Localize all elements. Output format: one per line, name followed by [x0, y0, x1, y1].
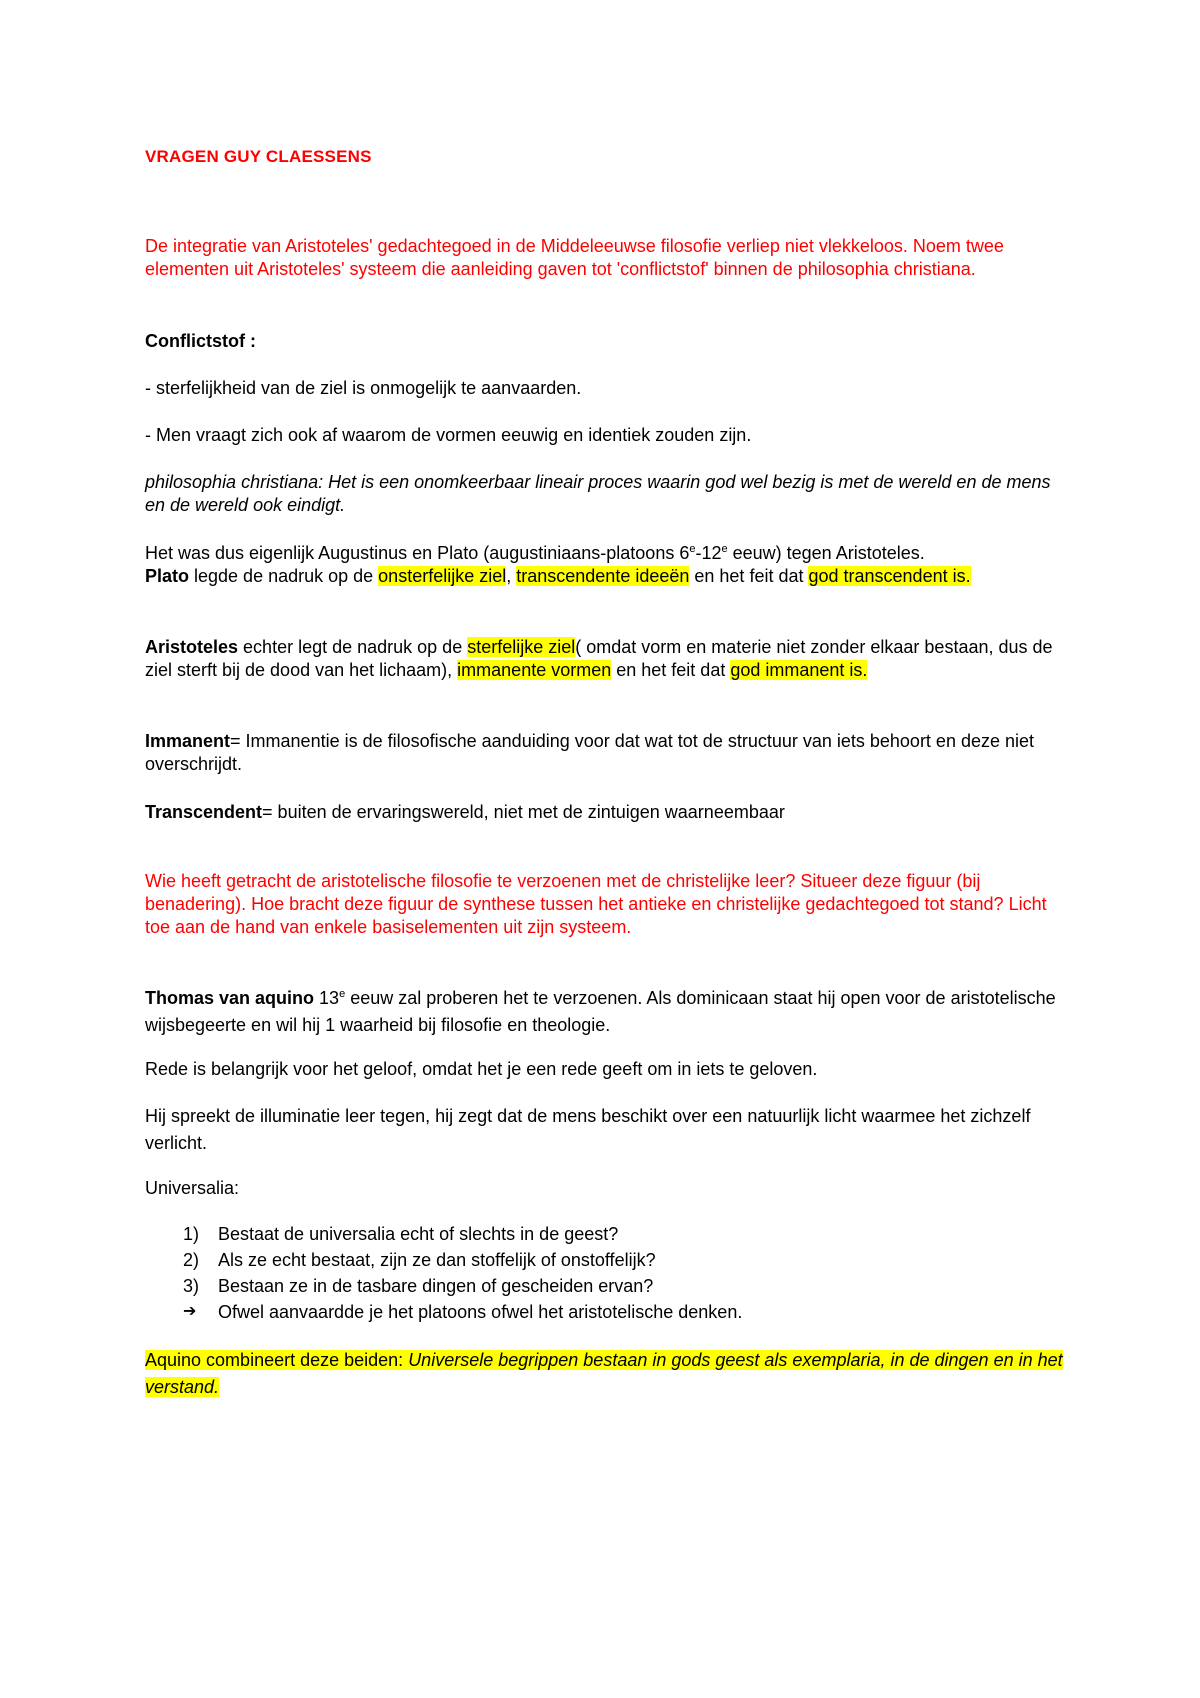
universalia-item-number: 1) [183, 1224, 200, 1244]
universalia-list [145, 1221, 1065, 1325]
aristoteles-text-a: echter legt de nadruk op de [238, 637, 468, 657]
thomas-name: Thomas van aquino [145, 988, 315, 1008]
augustinus-text-b: -12 [695, 543, 722, 563]
universalia-items [145, 1221, 1065, 1299]
aristoteles-highlight-1: sterfelijke ziel [467, 637, 576, 657]
transcendent-term: Transcendent [145, 802, 263, 822]
universalia-item-text: Bestaan ze in de tasbare dingen of gescheiden ervan? [218, 1276, 654, 1296]
universalia-item-number: 2) [183, 1250, 200, 1270]
conflict-heading-text: Conflictstof : [145, 331, 256, 351]
universalia-heading: Universalia: [145, 1178, 240, 1198]
conflict-bullet-1: - sterfelijkheid van de ziel is onmogelijk te aanvaarden. [145, 378, 582, 398]
augustinus-text-c: eeuw) tegen Aristoteles. [727, 543, 925, 563]
document-title: VRAGEN GUY CLAESSENS [145, 147, 372, 166]
thomas-sup: e [339, 988, 346, 1000]
universalia-item [145, 1273, 1065, 1299]
augustinus-text-a: Het was dus eigenlijk Augustinus en Plato (augustiniaans-platoons 6 [145, 543, 690, 563]
conflict-bullet-2: - Men vraagt zich ook af waarom de vormen eeuwig en identiek zouden zijn. [145, 425, 752, 445]
plato-highlight-3: god transcendent is. [808, 566, 971, 586]
aristoteles-name: Aristoteles [145, 637, 239, 657]
aristoteles-highlight-3: god immanent is. [730, 660, 868, 680]
philosophia-text: philosophia christiana: Het is een onomkeerbaar lineair proces waarin god wel bezig is met de wereld en de mens en de wereld ook eindigt. [145, 472, 1051, 515]
plato-name: Plato [145, 566, 190, 586]
aristoteles-text-b: ( omdat vorm en materie niet zonder elkaar bestaan, dus de ziel sterft bij de dood van het lichaam), [145, 637, 1053, 680]
immanent-def: = Immanentie is de filosofische aanduiding voor dat wat tot de structuur van iets behoort en deze niet overschrijdt. [145, 731, 1035, 774]
plato-text-b: , [506, 566, 517, 586]
illuminatie-paragraph: Hij spreekt de illuminatie leer tegen, hij zegt dat de mens beschikt over een natuurlijk licht waarmee het zichzelf verlicht. [145, 1106, 1031, 1153]
philosophia-definition [145, 471, 1065, 517]
augustinus-sup-1: e [689, 543, 696, 555]
plato-text-c: en het feit dat [689, 566, 809, 586]
plato-text-a: legde de nadruk op de [189, 566, 379, 586]
universalia-conclusion [145, 1299, 1065, 1325]
arrow-right-icon: ➔ [183, 1303, 197, 1320]
plato-highlight-1: onsterfelijke ziel [378, 566, 507, 586]
augustinus-sup-2: e [721, 543, 728, 555]
immanent-definition [145, 730, 1065, 776]
thomas-text-a: 13 [314, 988, 340, 1008]
universalia-conclusion-text: Ofwel aanvaardde je het platoons ofwel het aristotelische denken. [218, 1302, 743, 1322]
universalia-item [145, 1247, 1065, 1273]
transcendent-def: = buiten de ervaringswereld, niet met de zintuigen waarneembaar [262, 802, 785, 822]
aristoteles-highlight-2: immanente vormen [457, 660, 612, 680]
aquino-text-b: Universele begrippen bestaan in gods geest als exemplaria, in de dingen en in het verstand. [145, 1350, 1063, 1397]
aquino-highlight [145, 1350, 1063, 1397]
aristoteles-paragraph [145, 636, 1065, 682]
universalia-item-text: Als ze echt bestaat, zijn ze dan stoffelijk of onstoffelijk? [218, 1250, 656, 1270]
transcendent-definition [145, 801, 1065, 824]
universalia-item [145, 1221, 1065, 1247]
question-1: De integratie van Aristoteles' gedachtegoed in de Middeleeuwse filosofie verliep niet vlekkeloos. Noem twee elementen uit Aristoteles' systeem die aanleiding gaven tot 'conflictstof' binnen de philosophia christiana. [145, 236, 1004, 279]
plato-highlight-2: transcendente ideeën [516, 566, 690, 586]
thomas-paragraph [145, 985, 1065, 1039]
aquino-text-a: Aquino combineert deze beiden: [145, 1350, 409, 1370]
aristoteles-text-c: en het feit dat [611, 660, 731, 680]
aquino-summary [145, 1347, 1065, 1401]
question-2: Wie heeft getracht de aristotelische filosofie te verzoenen met de christelijke leer? Situeer deze figuur (bij benadering). Hoe bracht deze figuur de synthese tussen het antieke en christelijke gedachtegoed tot stand? Licht toe aan de hand van enkele basiselementen uit zijn systeem. [145, 871, 1047, 937]
thomas-text-b: eeuw zal proberen het te verzoenen. Als dominicaan staat hij open voor de aristotelische wijsbegeerte en wil hij 1 waarheid bij filosofie en theologie. [145, 988, 1056, 1035]
rede-paragraph: Rede is belangrijk voor het geloof, omdat het je een rede geeft om in iets te geloven. [145, 1059, 818, 1079]
universalia-item-number: 3) [183, 1276, 200, 1296]
conflict-heading [145, 330, 1065, 353]
universalia-item-text: Bestaat de universalia echt of slechts in de geest? [218, 1224, 619, 1244]
immanent-term: Immanent [145, 731, 231, 751]
plato-paragraph [145, 542, 1065, 588]
